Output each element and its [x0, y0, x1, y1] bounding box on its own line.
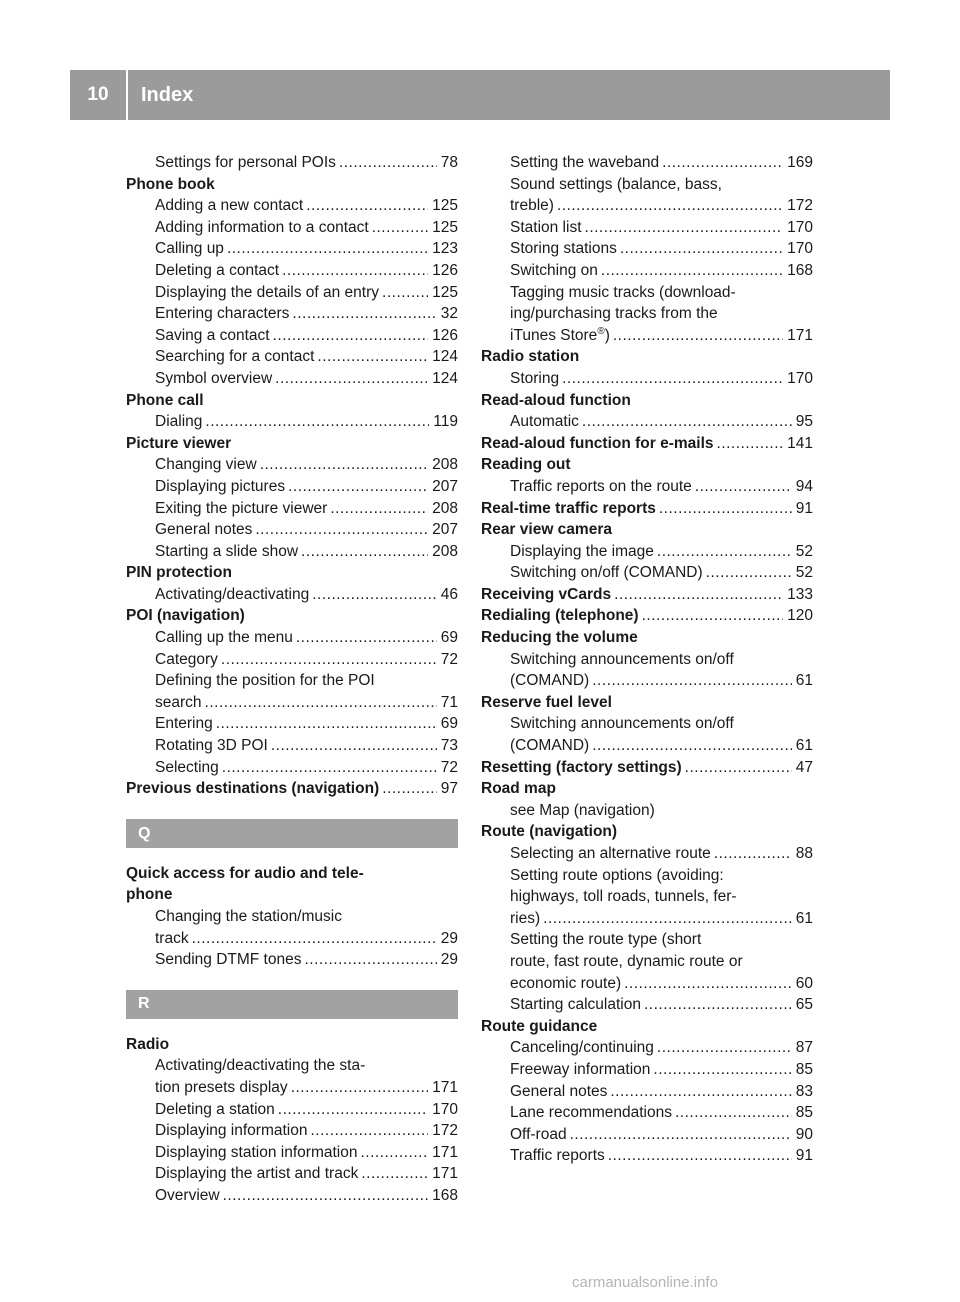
entry-label: Lane recommendations [510, 1104, 672, 1122]
index-heading: PIN protection [126, 564, 232, 582]
entry-label: Category [155, 650, 218, 668]
index-subentry-text: route, fast route, dynamic route or [510, 952, 743, 970]
page-ref: 29 [440, 951, 458, 969]
dot-leader [675, 1102, 792, 1124]
index-subentry[interactable] [481, 908, 813, 930]
page-ref: 71 [440, 693, 458, 711]
index-subentry-text: Sound settings (balance, bass, [510, 175, 722, 193]
dot-leader [644, 994, 792, 1016]
index-heading: Picture viewer [126, 434, 232, 452]
index-heading-entry[interactable] [126, 778, 458, 800]
page-ref: 172 [432, 1122, 458, 1140]
index-subentry[interactable] [126, 1163, 458, 1185]
page-ref: 91 [795, 1147, 813, 1165]
index-subentry[interactable] [126, 1077, 458, 1099]
page-ref: 126 [432, 326, 458, 344]
entry-label: Starting calculation [510, 996, 641, 1014]
index-subentry[interactable] [126, 260, 458, 282]
entry-label: Previous destinations (navigation) [126, 780, 380, 798]
section-letter: R [126, 990, 458, 1019]
entry-label: Off-road [510, 1125, 567, 1143]
page-ref: 83 [795, 1082, 813, 1100]
index-heading: Route (navigation) [481, 823, 618, 841]
index-subentry[interactable] [126, 627, 458, 649]
dot-leader [662, 152, 783, 174]
entry-label: Displaying the details of an entry [155, 283, 380, 301]
index-column-left [126, 152, 458, 1207]
index-subentry[interactable] [481, 260, 813, 282]
dot-leader [216, 713, 437, 735]
index-subentry[interactable] [126, 949, 458, 971]
index-heading-entry[interactable] [481, 757, 813, 779]
index-heading-entry[interactable] [481, 433, 813, 455]
dot-leader [339, 152, 437, 174]
index-subentry-text: see Map (navigation) [510, 801, 655, 819]
index-heading-entry[interactable] [481, 605, 813, 627]
index-subentry[interactable] [126, 757, 458, 779]
dot-leader [706, 562, 792, 584]
entry-label: treble) [510, 197, 554, 215]
entry-label: Settings for personal POIs [155, 154, 336, 171]
entry-label: Storing stations [510, 240, 617, 258]
dot-leader [361, 1163, 428, 1185]
entry-label: Selecting [155, 758, 219, 776]
dot-leader [301, 541, 428, 563]
entry-label: Displaying the image [510, 542, 654, 560]
entry-label: Receiving vCards [481, 585, 612, 603]
index-subentry[interactable] [126, 454, 458, 476]
dot-leader [613, 325, 783, 347]
index-heading: Road map [481, 780, 556, 798]
dot-leader [695, 476, 792, 498]
index-subentry[interactable] [481, 152, 813, 174]
page-ref: 171 [432, 1143, 458, 1161]
dot-leader [659, 498, 792, 520]
page-ref: 69 [440, 629, 458, 647]
page-ref: 85 [795, 1060, 813, 1078]
index-heading: Route guidance [481, 1017, 598, 1035]
dot-leader [657, 1037, 792, 1059]
dot-leader [292, 303, 436, 325]
index-heading-entry[interactable] [481, 584, 813, 606]
entry-label: Sending DTMF tones [155, 951, 302, 969]
page-ref: 126 [432, 261, 458, 279]
entry-label: Overview [155, 1186, 220, 1204]
dot-leader [312, 584, 437, 606]
page-ref: 171 [787, 326, 813, 344]
dot-leader [620, 238, 783, 260]
entry-label: Rotating 3D POI [155, 737, 268, 755]
index-heading: Rear view camera [481, 521, 612, 539]
page-ref: 85 [795, 1104, 813, 1122]
index-subentry[interactable] [126, 1142, 458, 1164]
index-subentry[interactable] [126, 411, 458, 433]
dot-leader [205, 692, 437, 714]
index-heading: Reading out [481, 456, 571, 474]
index-subentry[interactable] [126, 217, 458, 239]
dot-leader [382, 778, 437, 800]
page-ref: 72 [440, 758, 458, 776]
dot-leader [330, 498, 428, 520]
dot-leader [282, 260, 428, 282]
page-ref: 207 [432, 521, 458, 539]
page-ref: 61 [795, 672, 813, 690]
dot-leader [278, 1099, 428, 1121]
page-ref: 169 [787, 154, 813, 171]
dot-leader [223, 1185, 429, 1207]
entry-label: Automatic [510, 413, 579, 431]
entry-label: General notes [155, 521, 253, 539]
dot-leader [717, 433, 784, 455]
entry-label: Dialing [155, 413, 203, 431]
index-subentry[interactable] [126, 238, 458, 260]
entry-label: General notes [510, 1082, 608, 1100]
index-subentry-text: Switching announcements on/off [510, 715, 734, 733]
page-ref: 65 [795, 996, 813, 1014]
dot-leader [714, 843, 792, 865]
index-heading: phone [126, 886, 173, 904]
index-subentry[interactable] [126, 1120, 458, 1142]
page-ref: 170 [787, 240, 813, 258]
dot-leader [275, 368, 428, 390]
dot-leader [271, 735, 437, 757]
dot-leader [227, 238, 428, 260]
index-subentry[interactable] [481, 238, 813, 260]
index-subentry[interactable] [481, 973, 813, 995]
index-subentry[interactable] [126, 476, 458, 498]
entry-label: Traffic reports [510, 1147, 605, 1165]
page-ref: 29 [440, 929, 458, 947]
page-ref: 172 [787, 197, 813, 215]
entry-label: ries) [510, 909, 541, 927]
entry-label: Entering [155, 715, 213, 733]
index-subentry[interactable] [481, 368, 813, 390]
page-ref: 87 [795, 1039, 813, 1057]
dot-leader [624, 973, 792, 995]
page-ref: 168 [787, 261, 813, 279]
entry-label: (COMAND) [510, 672, 590, 690]
entry-label: Read-aloud function for e-mails [481, 434, 714, 452]
page-ref: 52 [795, 542, 813, 560]
index-subentry[interactable] [126, 519, 458, 541]
dot-leader [288, 476, 428, 498]
entry-label: Exiting the picture viewer [155, 499, 328, 517]
index-heading: POI (navigation) [126, 607, 245, 625]
page-ref: 171 [432, 1078, 458, 1096]
index-subentry[interactable] [481, 195, 813, 217]
index-subentry-text: Defining the position for the POI [155, 672, 375, 690]
index-subentry[interactable] [481, 476, 813, 498]
index-subentry[interactable] [126, 303, 458, 325]
page-ref: 95 [795, 413, 813, 431]
entry-label: Displaying information [155, 1122, 308, 1140]
entry-label: Displaying the artist and track [155, 1165, 359, 1183]
entry-label: Adding a new contact [155, 197, 304, 215]
index-subentry-text: Setting the route type (short [510, 931, 702, 949]
page-ref: 170 [787, 218, 813, 236]
page-ref: 208 [432, 499, 458, 517]
index-subentry-text: Setting route options (avoiding: [510, 866, 724, 884]
index-subentry[interactable] [481, 1037, 813, 1059]
entry-label: Searching for a contact [155, 348, 315, 366]
index-subentry[interactable] [126, 541, 458, 563]
entry-label: Displaying station information [155, 1143, 358, 1161]
entry-label: Activating/deactivating [155, 585, 310, 603]
index-subentry[interactable] [126, 368, 458, 390]
entry-label: Canceling/continuing [510, 1039, 654, 1057]
dot-leader [360, 1142, 428, 1164]
page-ref: 97 [440, 780, 458, 798]
index-subentry-text: Tagging music tracks (download- [510, 283, 736, 301]
entry-label: Switching on/off (COMAND) [510, 564, 703, 582]
header-divider [126, 70, 128, 120]
entry-label: Starting a slide show [155, 542, 299, 560]
dot-leader [582, 411, 792, 433]
page-ref: 171 [432, 1165, 458, 1183]
page-ref: 123 [432, 240, 458, 258]
page-ref: 141 [787, 434, 813, 452]
page-ref: 170 [432, 1100, 458, 1118]
index-subentry[interactable] [126, 649, 458, 671]
entry-label: Deleting a station [155, 1100, 275, 1118]
index-subentry[interactable] [126, 325, 458, 347]
page-ref: 168 [432, 1186, 458, 1204]
page-ref: 208 [432, 542, 458, 560]
dot-leader [557, 195, 783, 217]
dot-leader [372, 217, 428, 239]
dot-leader [685, 757, 792, 779]
entry-label: Setting the waveband [510, 154, 660, 171]
page-ref: 208 [432, 456, 458, 474]
entry-label: economic route) [510, 974, 622, 992]
page-ref: 61 [795, 737, 813, 755]
dot-leader [570, 1124, 792, 1146]
page-ref: 32 [440, 305, 458, 323]
index-heading: Read-aloud function [481, 391, 631, 409]
index-heading: Reserve fuel level [481, 693, 612, 711]
dot-leader [562, 368, 783, 390]
page-ref: 78 [440, 154, 458, 171]
page-ref: 90 [795, 1125, 813, 1143]
entry-label: (COMAND) [510, 737, 590, 755]
page-ref: 133 [787, 585, 813, 603]
section-letter: Q [126, 819, 458, 848]
dot-leader [260, 454, 428, 476]
index-subentry[interactable] [126, 928, 458, 950]
page-ref: 120 [787, 607, 813, 625]
page-ref: 47 [795, 758, 813, 776]
page-ref: 125 [432, 197, 458, 215]
page-ref: 125 [432, 218, 458, 236]
dot-leader [657, 541, 792, 563]
page-ref: 91 [795, 499, 813, 517]
entry-label: iTunes Store®) [510, 325, 610, 344]
index-subentry[interactable] [481, 411, 813, 433]
dot-leader [296, 627, 437, 649]
entry-label: Changing view [155, 456, 257, 474]
index-subentry[interactable] [481, 541, 813, 563]
entry-label: Storing [510, 369, 560, 387]
entry-label: tion presets display [155, 1078, 288, 1096]
entry-label: Station list [510, 218, 582, 236]
page-ref: 119 [433, 413, 458, 431]
index-subentry[interactable] [481, 1124, 813, 1146]
dot-leader [610, 1081, 791, 1103]
index-subentry[interactable] [481, 735, 813, 757]
index-subentry[interactable] [126, 1185, 458, 1207]
dot-leader [304, 949, 436, 971]
index-subentry[interactable] [126, 346, 458, 368]
dot-leader [222, 757, 437, 779]
index-subentry[interactable] [126, 584, 458, 606]
dot-leader [192, 928, 437, 950]
dot-leader [273, 325, 429, 347]
index-subentry-text: ing/purchasing tracks from the [510, 305, 718, 323]
page-ref: 124 [432, 348, 458, 366]
index-subentry[interactable] [126, 692, 458, 714]
index-subentry-text: Activating/deactivating the sta- [155, 1057, 366, 1075]
index-subentry[interactable] [481, 1059, 813, 1081]
index-subentry[interactable] [126, 735, 458, 757]
entry-label: Saving a contact [155, 326, 270, 344]
index-subentry[interactable] [126, 152, 458, 174]
entry-label: Real-time traffic reports [481, 499, 656, 517]
index-subentry-text: Switching announcements on/off [510, 650, 734, 668]
dot-leader [205, 411, 429, 433]
index-subentry[interactable] [126, 1099, 458, 1121]
dot-leader [317, 346, 428, 368]
index-heading-entry[interactable] [481, 498, 813, 520]
index-subentry[interactable] [481, 843, 813, 865]
index-subentry[interactable] [126, 195, 458, 217]
entry-label: search [155, 693, 202, 711]
index-subentry[interactable] [126, 498, 458, 520]
entry-label: track [155, 929, 189, 947]
index-subentry[interactable] [481, 1102, 813, 1124]
dot-leader [592, 735, 792, 757]
dot-leader [592, 670, 792, 692]
dot-leader [653, 1059, 791, 1081]
page-ref: 94 [795, 477, 813, 495]
entry-label: Switching on [510, 261, 598, 279]
entry-label: Resetting (factory settings) [481, 758, 682, 776]
page-ref: 88 [795, 845, 813, 862]
page-number: 10 [87, 84, 109, 105]
index-subentry[interactable] [126, 713, 458, 735]
index-heading: Radio station [481, 348, 580, 366]
page-ref: 52 [795, 564, 813, 582]
page-ref: 125 [432, 283, 458, 301]
index-subentry-text: Changing the station/music [155, 908, 342, 925]
dot-leader [311, 1120, 429, 1142]
entry-label: Traffic reports on the route [510, 477, 692, 495]
entry-label: Deleting a contact [155, 261, 280, 279]
entry-label: Entering characters [155, 305, 290, 323]
dot-leader [382, 282, 428, 304]
dot-leader [608, 1145, 792, 1167]
index-heading: Phone call [126, 391, 204, 409]
dot-leader [642, 605, 784, 627]
index-heading: Reducing the volume [481, 629, 638, 647]
entry-label: Calling up [155, 240, 224, 258]
index-heading: Quick access for audio and tele- [126, 864, 364, 882]
index-heading: Radio [126, 1035, 170, 1053]
entry-label: Symbol overview [155, 369, 273, 387]
index-subentry[interactable] [481, 1145, 813, 1167]
index-subentry[interactable] [481, 217, 813, 239]
entry-label: Calling up the menu [155, 629, 293, 647]
dot-leader [601, 260, 783, 282]
index-heading: Phone book [126, 175, 215, 193]
dot-leader [221, 649, 437, 671]
page-ref: 46 [440, 585, 458, 603]
page-ref: 124 [432, 369, 458, 387]
page-ref: 69 [440, 715, 458, 733]
index-subentry-text: highways, toll roads, tunnels, fer- [510, 888, 737, 906]
page-ref: 61 [795, 909, 813, 927]
dot-leader [543, 908, 792, 930]
index-subentry[interactable] [126, 282, 458, 304]
page-ref: 60 [795, 974, 813, 992]
index-subentry[interactable] [481, 325, 813, 347]
entry-label: Freeway information [510, 1060, 651, 1078]
page-ref: 170 [787, 369, 813, 387]
index-subentry[interactable] [481, 994, 813, 1016]
entry-label: Selecting an alternative route [510, 845, 711, 862]
entry-label: Adding information to a contact [155, 218, 369, 236]
index-subentry[interactable] [481, 670, 813, 692]
index-subentry[interactable] [481, 1081, 813, 1103]
dot-leader [585, 217, 784, 239]
index-column-right [481, 152, 813, 1167]
page-ref: 73 [440, 737, 458, 755]
dot-leader [255, 519, 428, 541]
index-subentry[interactable] [481, 562, 813, 584]
entry-label: Displaying pictures [155, 477, 286, 495]
dot-leader [614, 584, 783, 606]
dot-leader [306, 195, 428, 217]
page-ref: 72 [440, 650, 458, 668]
dot-leader [291, 1077, 428, 1099]
page-ref: 207 [432, 477, 458, 495]
entry-label: Redialing (telephone) [481, 607, 639, 625]
page-title: Index [141, 83, 194, 106]
watermark: carmanualsonline.info [572, 1274, 718, 1291]
